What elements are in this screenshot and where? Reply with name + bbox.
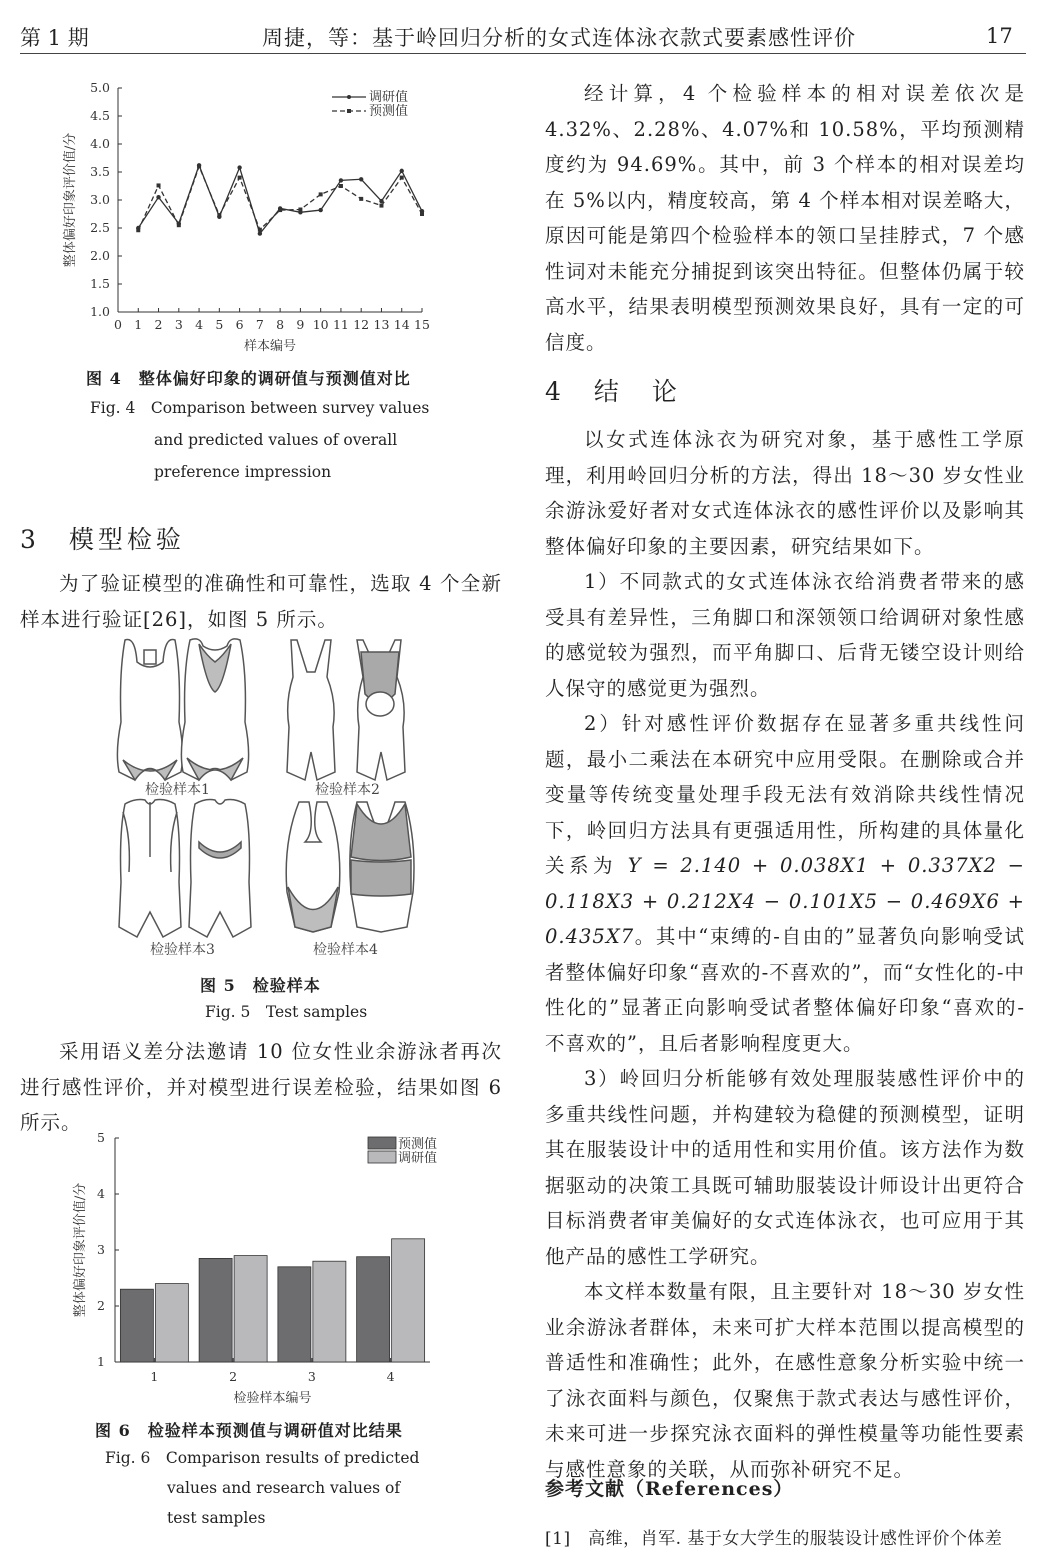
fig4-y-tick-label: 3.5: [90, 164, 110, 179]
section4-heading: 4 结 论: [545, 377, 681, 406]
fig6-bar-predicted: [199, 1258, 232, 1362]
fig4-y-tick-label: 4.0: [90, 136, 110, 151]
fig6-caption-en: [105, 1443, 419, 1533]
header-title: 周捷，等：基于岭回归分析的女式连体泳衣款式要素感性评价: [262, 26, 856, 50]
fig4-caption-en-line2: and predicted values of overall: [154, 431, 398, 449]
conclusion-limitations: 本文样本数量有限，且主要针对 18～30 岁女性业余游泳者群体，未来可扩大样本范围以提高模型的普适性和准确性；此外，在感性意象分析实验中统一了泳衣面料与颜色，仅聚焦于款式表达与感性评价，未来可进一步探究泳衣面料的弹性模量等功能性要素与感性意象的关联，从而弥补研究不足。: [545, 1280, 1025, 1481]
fig4-caption-cn: 图 4 整体偏好印象的调研值与预测值对比: [86, 369, 411, 388]
fig4-y-tick-label: 2.5: [90, 220, 110, 235]
header-page-number: 17: [986, 24, 1013, 48]
sample-label-2: 检验样本2: [315, 782, 380, 798]
conclusion-intro: 以女式连体泳衣为研究对象，基于感性工学原理，利用岭回归分析的方法，得出 18～30 岁女性业余游泳爱好者对女式连体泳衣的感性评价以及影响其整体偏好印象的主要因素，研究结果如下。: [545, 428, 1025, 558]
fig5-caption-cn: 图 5 检验样本: [200, 976, 321, 995]
fig4-x-tick-label: 10: [312, 317, 329, 332]
section3-para1-text: 为了验证模型的准确性和可靠性，选取 4 个全新样本进行验证[26]，如图 5 所示。: [20, 572, 502, 631]
fig6-bar-survey: [155, 1284, 188, 1362]
fig4-x-tick-label: 3: [174, 317, 183, 332]
sample4-back-swimsuit: [350, 802, 414, 932]
fig4-x-tick-label: 1: [134, 317, 143, 332]
fig6-bar-predicted: [120, 1289, 153, 1362]
fig6-legend-label: 调研值: [398, 1151, 438, 1166]
fig4-point-predicted: [278, 208, 282, 212]
fig6-caption-cn: 图 6 检验样本预测值与调研值对比结果: [95, 1421, 403, 1440]
fig4-point-predicted: [298, 208, 302, 212]
fig4-point-predicted: [238, 176, 242, 180]
sample-label-3: 检验样本3: [150, 942, 215, 958]
fig4-x-tick-label: 4: [195, 317, 204, 332]
conclusion-point-3: 3）岭回归分析能够有效处理服装感性评价中的多重共线性问题，并构建较为稳健的预测模型，证明其在服装设计中的适用性和实用价值。该方法作为数据驱动的决策工具既可辅助服装设计师设计出更符合目标消费者审美偏好的女式连体泳衣，也可应用于其他产品的感性工学研究。: [545, 1067, 1025, 1268]
right-column-para-calc: [545, 76, 1025, 360]
fig6-bar-predicted: [278, 1267, 311, 1362]
fig4-point-predicted: [420, 212, 424, 216]
fig4-x-tick-label: 12: [353, 317, 370, 332]
fig4-y-tick-label: 1.0: [90, 304, 110, 319]
fig6-x-tick-label: 4: [386, 1369, 395, 1384]
sample-label-4: 检验样本4: [313, 942, 378, 958]
fig4-point-predicted: [177, 223, 181, 227]
fig4-legend-label: 调研值: [369, 90, 409, 105]
reference-1: [1] 高维，肖军. 基于女大学生的服装设计感性评价个体差: [545, 1529, 1003, 1549]
fig4-y-tick-label: 3.0: [90, 192, 110, 207]
fig4-point-predicted: [400, 176, 404, 180]
fig4-point-survey: [318, 208, 322, 212]
sample2-front-swimsuit: [287, 640, 335, 780]
fig6-bar-survey: [392, 1239, 425, 1362]
fig6-y-tick-label: 3: [97, 1242, 105, 1257]
sample3-front-swimsuit: [119, 800, 181, 938]
fig6-x-axis-label: 检验样本编号: [233, 1391, 312, 1406]
section3-para2-text: 采用语义差分法邀请 10 位女性业余游泳者再次进行感性评价，并对模型进行误差检验，结果如图 6 所示。: [20, 1040, 502, 1134]
conclusion-point-2-text-a: 2）针对感性评价数据存在显著多重共线性问题，最小二乘法在本研究中应用受限。在删除或合并变量等传统变量处理手段无法有效消除共线性情况下，岭回归方法具有更强适用性，所构建的具体量化关系为: [545, 712, 1025, 877]
fig4-y-axis-label: 整体偏好印象评价值/分: [63, 132, 78, 268]
header-issue: 第 1 期: [20, 26, 89, 50]
fig6-legend-label: 预测值: [398, 1137, 438, 1152]
conclusion-body: [545, 422, 1025, 1487]
para-relative-error: 经计算，4 个检验样本的相对误差依次是 4.32%、2.28%、4.07%和 10.58%，平均预测精度约为 94.69%。其中，前 3 个样本的相对误差均在 5%以内，精度较高，第 4 个样本相对误差略大，原因可能是第四个检验样本的领口呈挂脖式，7 个感性词对未能充分捕捉到该突出特征。但整体仍属于较高水平，结果表明模型预测效果良好，具有一定的可信度。: [545, 82, 1025, 354]
fig4-point-predicted: [359, 197, 363, 201]
fig4-x-tick-label: 2: [154, 317, 163, 332]
fig6-y-tick-label: 4: [97, 1186, 105, 1201]
fig6-x-tick-label: 2: [229, 1369, 238, 1384]
fig4-caption-en: [90, 392, 429, 488]
fig5-caption-en: Fig. 5 Test samples: [205, 1003, 368, 1021]
header-rule: [20, 53, 1026, 54]
fig4-x-tick-label: 9: [296, 317, 305, 332]
fig4-legend-label: 预测值: [369, 104, 409, 119]
fig4-x-tick-label: 7: [255, 317, 264, 332]
fig6-legend-swatch: [368, 1137, 396, 1149]
section3-para1: [20, 566, 502, 637]
fig4-point-predicted: [339, 184, 343, 188]
fig4-x-tick-label: 6: [235, 317, 244, 332]
fig4-legend-marker: [347, 95, 351, 99]
fig4-x-tick-label: 0: [114, 317, 122, 332]
fig6-caption-en-line2: values and research values of: [167, 1479, 401, 1497]
fig6-y-tick-label: 5: [97, 1130, 105, 1145]
fig4-y-tick-label: 1.5: [90, 276, 110, 291]
fig4-x-tick-label: 14: [393, 317, 410, 332]
fig4-point-predicted: [197, 164, 201, 168]
conclusion-point-1: 1）不同款式的女式连体泳衣给消费者带来的感受具有差异性，三角脚口和深领领口给调研对象性感的感觉较为强烈，而平角脚口、后背无镂空设计则给人保守的感觉更为强烈。: [545, 570, 1025, 700]
fig4-x-tick-label: 13: [373, 317, 390, 332]
fig6-legend-swatch: [368, 1151, 396, 1163]
sample4-front-swimsuit: [286, 802, 340, 932]
fig4-x-tick-label: 5: [215, 317, 224, 332]
fig4-x-axis-label: 样本编号: [243, 339, 297, 354]
fig4-point-survey: [359, 177, 363, 181]
fig5-sample-illustrations: [95, 632, 440, 962]
fig6-x-tick-label: 1: [150, 1369, 159, 1384]
fig4-point-predicted: [136, 228, 140, 232]
fig4-y-tick-label: 4.5: [90, 108, 110, 123]
conclusion-point-2: 2）针对感性评价数据存在显著多重共线性问题，最小二乘法在本研究中应用受限。在删除或合并变量等传统变量处理手段无法有效消除共线性情况下，岭回归方法具有更强适用性，所构建的具体量化关系为 Y = 2.140 + 0.038X1 + 0.337X2 − 0.118X3 + 0.212X4 − 0.101X5 − 0.469X6 + 0.435X7。其中“束缚的-自由的”显著负向影响受试者整体偏好印象“喜欢的-不喜欢的”，而“女性化的-中性化的”显著正向影响受试者整体偏好印象“喜欢的-不喜欢的”，且后者影响程度更大。: [545, 712, 1025, 1055]
sample1-back-swimsuit: [181, 639, 248, 780]
fig6-x-tick-label: 3: [307, 1369, 316, 1384]
fig4-y-tick-label: 2.0: [90, 248, 110, 263]
fig4-point-survey: [156, 195, 160, 199]
fig6-bar-predicted: [357, 1257, 390, 1362]
fig4-point-survey: [237, 165, 241, 169]
fig4-point-survey: [339, 178, 343, 182]
fig6-caption-en-line3: test samples: [167, 1509, 266, 1527]
fig6-y-tick-label: 2: [97, 1298, 105, 1313]
fig4-point-predicted: [217, 213, 221, 217]
fig4-caption-en-line3: preference impression: [154, 463, 332, 481]
fig4-point-predicted: [258, 228, 262, 232]
section3-heading: 3 模型检验: [20, 525, 185, 554]
fig6-bar-survey: [234, 1256, 267, 1362]
fig6-y-tick-label: 1: [97, 1354, 105, 1369]
ridge-regression-equation: Y = 2.140 + 0.038X1 + 0.337X2 − 0.118X3 + 0.212X4 − 0.101X5 − 0.469X6 + 0.435X7: [545, 854, 1025, 948]
fig6-bar-survey: [313, 1261, 346, 1362]
fig6-caption-en-line1: Fig. 6 Comparison results of predicted: [105, 1449, 420, 1467]
fig6-y-axis-label: 整体偏好印象评价值/分: [73, 1182, 88, 1318]
conclusion-point-2-text-b: 其中“束缚的-自由的”显著负向影响受试者整体偏好印象“喜欢的-不喜欢的”，而“女性化的-中性化的”显著正向影响受试者整体偏好印象“喜欢的-不喜欢的”，且后者影响程度更大。: [545, 925, 1025, 1055]
fig4-line-chart: [40, 75, 460, 365]
references-heading: 参考文献（References）: [545, 1478, 794, 1500]
fig4-point-survey: [400, 169, 404, 173]
fig4-point-predicted: [379, 204, 383, 208]
fig6-bar-chart: [60, 1125, 460, 1415]
fig4-caption-en-line1: Fig. 4 Comparison between survey values: [90, 399, 430, 417]
sample3-back-swimsuit: [189, 800, 251, 938]
fig4-x-tick-label: 8: [276, 317, 285, 332]
sample-label-1: 检验样本1: [145, 782, 210, 798]
fig4-y-tick-label: 5.0: [90, 80, 110, 95]
fig4-legend-marker: [347, 109, 351, 113]
sample2-back-swimsuit: [357, 640, 405, 780]
sample1-front-swimsuit: [117, 639, 182, 780]
fig4-point-survey: [258, 231, 262, 235]
fig4-point-predicted: [319, 192, 323, 196]
fig4-x-tick-label: 15: [414, 317, 430, 332]
fig4-point-predicted: [157, 183, 161, 187]
fig4-x-tick-label: 11: [332, 317, 349, 332]
